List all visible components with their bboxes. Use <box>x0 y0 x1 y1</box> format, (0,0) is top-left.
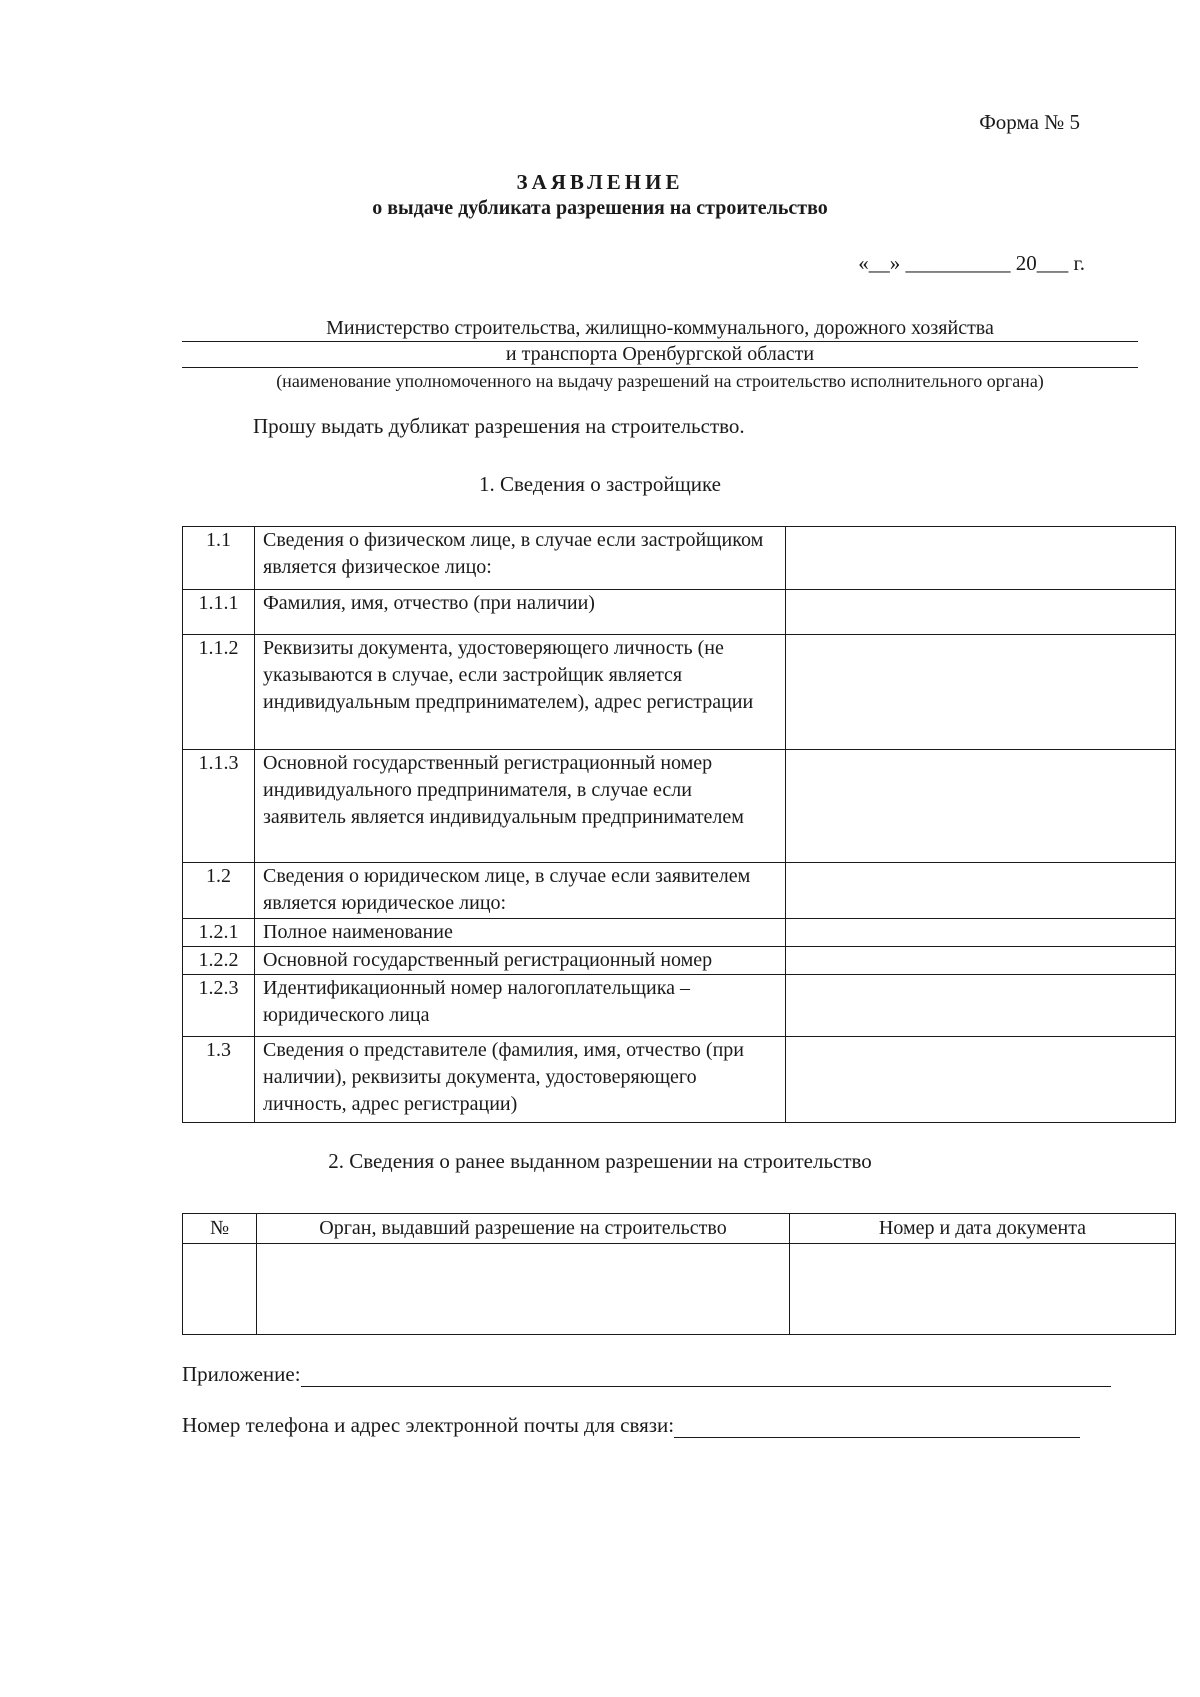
header-number: № <box>183 1214 257 1244</box>
row-value-field[interactable] <box>786 975 1176 1037</box>
contact-label: Номер телефона и адрес электронной почты для связи: <box>182 1413 675 1437</box>
row-description: Полное наименование <box>255 919 786 947</box>
developer-info-table <box>182 526 1176 1123</box>
form-number: Форма № 5 <box>979 110 1080 134</box>
section-2-title: 2. Сведения о ранее выданном разрешении на строительство <box>328 1149 872 1173</box>
row-number: 1.1.3 <box>183 750 255 863</box>
row-number: 1.1 <box>183 527 255 590</box>
row-description: Сведения о юридическом лице, в случае если заявителем является юридическое лицо: <box>255 863 786 919</box>
row-number: 1.1.1 <box>183 590 255 635</box>
row-value-field[interactable] <box>786 863 1176 919</box>
section-1-title: 1. Сведения о застройщике <box>478 472 721 496</box>
table-row <box>183 947 1176 975</box>
row-description: Реквизиты документа, удостоверяющего личность (не указываются в случае, если застройщик является индивидуальным предпринимателем), адрес регистрации <box>255 635 786 750</box>
request-text: Прошу выдать дубликат разрешения на строительство. <box>253 414 745 438</box>
table-row <box>183 590 1176 635</box>
row-description: Сведения о физическом лице, в случае если застройщиком является физическое лицо: <box>255 527 786 590</box>
row-description: Основной государственный регистрационный номер <box>255 947 786 975</box>
row-description: Фамилия, имя, отчество (при наличии) <box>255 590 786 635</box>
table-row <box>183 1037 1176 1123</box>
organization-caption: (наименование уполномоченного на выдачу разрешений на строительство исполнительного органа) <box>276 371 1044 391</box>
appendix-field[interactable] <box>301 1364 1111 1387</box>
row-number: 1.2.1 <box>183 919 255 947</box>
date-field[interactable]: «__» __________ 20___ г. <box>858 251 1085 275</box>
row-number: 1.2.2 <box>183 947 255 975</box>
row-value-field[interactable] <box>786 635 1176 750</box>
table-row <box>183 919 1176 947</box>
document-number-date-cell[interactable] <box>790 1244 1176 1335</box>
row-value-field[interactable] <box>786 1037 1176 1123</box>
document-title: ЗАЯВЛЕНИЕ <box>516 170 684 194</box>
row-number: 1.1.2 <box>183 635 255 750</box>
issuing-body-cell[interactable] <box>257 1244 790 1335</box>
table-row <box>183 1244 1176 1335</box>
permit-number-cell[interactable] <box>183 1244 257 1335</box>
table-row <box>183 527 1176 590</box>
row-number: 1.2 <box>183 863 255 919</box>
row-value-field[interactable] <box>786 750 1176 863</box>
table-header-row <box>183 1214 1176 1244</box>
table-row <box>183 635 1176 750</box>
appendix-label: Приложение: <box>182 1362 301 1386</box>
contact-row <box>182 1413 1080 1438</box>
organization-block <box>182 316 1138 394</box>
table-row <box>183 975 1176 1037</box>
permit-info-table <box>182 1213 1176 1335</box>
row-number: 1.2.3 <box>183 975 255 1037</box>
table-row <box>183 863 1176 919</box>
row-value-field[interactable] <box>786 947 1176 975</box>
table-row <box>183 750 1176 863</box>
organization-name-line-1: Министерство строительства, жилищно-коммунального, дорожного хозяйства <box>182 316 1138 342</box>
row-description: Сведения о представителе (фамилия, имя, отчество (при наличии), реквизиты документа, удостоверяющего личность, адрес регистрации) <box>255 1037 786 1123</box>
row-value-field[interactable] <box>786 527 1176 590</box>
header-issuing-body: Орган, выдавший разрешение на строительство <box>257 1214 790 1244</box>
appendix-row <box>182 1362 1111 1387</box>
row-value-field[interactable] <box>786 919 1176 947</box>
organization-name-line-2: и транспорта Оренбургской области <box>182 342 1138 368</box>
document-subtitle: о выдаче дубликата разрешения на строительство <box>372 197 828 219</box>
row-description: Идентификационный номер налогоплательщика – юридического лица <box>255 975 786 1037</box>
row-value-field[interactable] <box>786 590 1176 635</box>
row-number: 1.3 <box>183 1037 255 1123</box>
contact-field[interactable] <box>674 1415 1080 1438</box>
row-description: Основной государственный регистрационный номер индивидуального предпринимателя, в случае если заявитель является индивидуальным предпринимателем <box>255 750 786 863</box>
header-document-number-date: Номер и дата документа <box>790 1214 1176 1244</box>
